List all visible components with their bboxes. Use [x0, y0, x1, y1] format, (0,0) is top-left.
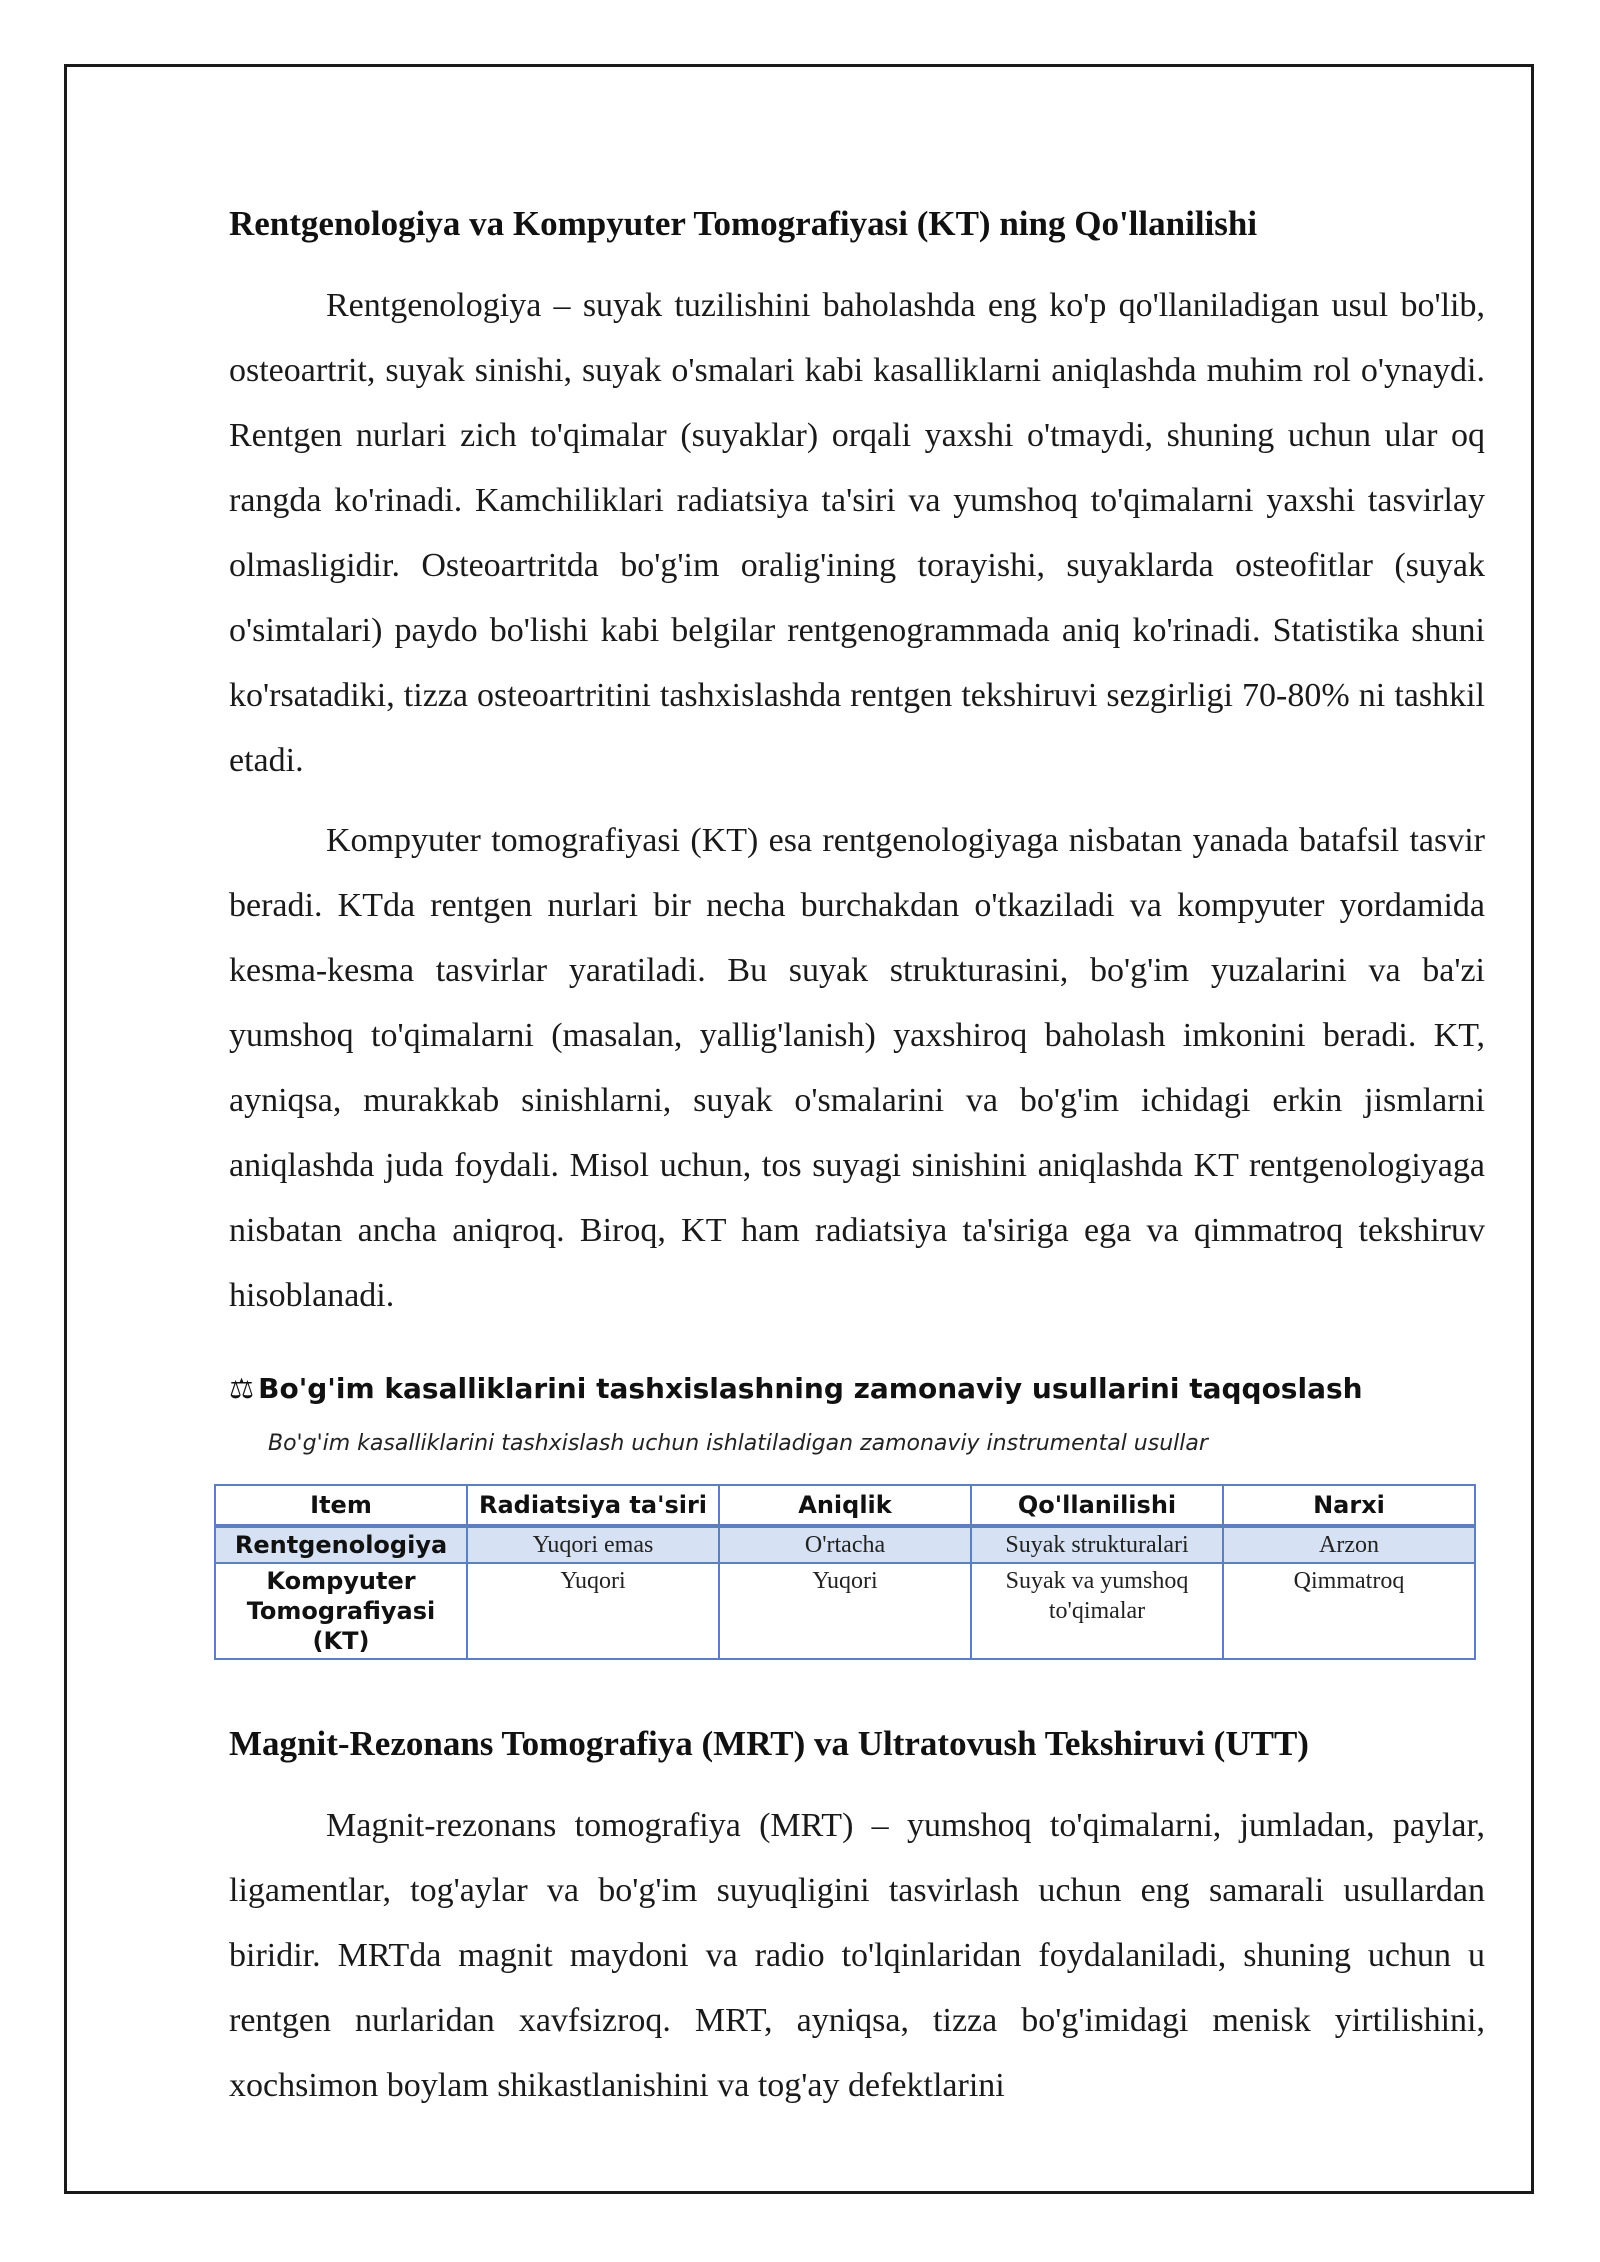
table-header-row	[215, 1485, 1475, 1526]
column-header: Qo'llanilishi	[971, 1485, 1223, 1526]
table-cell: Yuqori	[467, 1563, 719, 1659]
table-cell: Suyak strukturalari	[971, 1526, 1223, 1563]
row-header: Kompyuter Tomografiyasi (KT)	[215, 1563, 467, 1659]
balance-scale-icon: ⚖	[229, 1372, 255, 1405]
table-cell: Arzon	[1223, 1526, 1475, 1563]
paragraph: Magnit-rezonans tomografiya (MRT) – yumshoq to'qimalarni, jumladan, paylar, ligamentlar, tog'aylar va bo'g'im suyuqligini tasvirlash uchun eng samarali usullardan biridir. MRTda magnit maydoni va radio to'lqinlaridan foydalaniladi, shuning uchun u rentgen nurlaridan xavfsizroq. MRT, ayniqsa, tizza bo'g'imidagi menisk yirtilishini, xochsimon boylam shikastlanishini va tog'ay defektlarini	[229, 1807, 1485, 2104]
table-cell: Yuqori emas	[467, 1526, 719, 1563]
table-cell: O'rtacha	[719, 1526, 971, 1563]
column-header: Radiatsiya ta'siri	[467, 1485, 719, 1526]
row-header: Rentgenologiya	[215, 1526, 467, 1563]
column-header: Aniqlik	[719, 1485, 971, 1526]
table-title: Bo'g'im kasalliklarini tashxislashning zamonaviy usullarini taqqoslash	[258, 1372, 1363, 1405]
column-header: Item	[215, 1485, 467, 1526]
table-cell: Yuqori	[719, 1563, 971, 1659]
paragraph: Kompyuter tomografiyasi (KT) esa rentgenologiyaga nisbatan yanada batafsil tasvir beradi. KTda rentgen nurlari bir necha burchakdan o'tkaziladi va kompyuter yordamida kesma-kesma tasvirlar yaratiladi. Bu suyak strukturasini, bo'g'im yuzalarini va ba'zi yumshoq to'qimalarni (masalan, yallig'lanish) yaxshiroq baholash imkonini beradi. KT, ayniqsa, murakkab sinishlarni, suyak o'smalarini va bo'g'im ichidagi erkin jismlarni aniqlashda juda foydali. Misol uchun, tos suyagi sinishini aniqlashda KT rentgenologiyaga nisbatan ancha aniqroq. Biroq, KT ham radiatsiya ta'siriga ega va qimmatroq tekshiruv hisoblanadi.	[229, 822, 1485, 1314]
section-heading: Magnit-Rezonans Tomografiya (MRT) va Ultratovush Tekshiruvi (UTT)	[229, 1724, 1309, 1763]
table-subtitle: Bo'g'im kasalliklarini tashxislash uchun ishlatiladigan zamonaviy instrumental usullar	[268, 1431, 1208, 1456]
table-row	[215, 1526, 1475, 1563]
section-heading: Rentgenologiya va Kompyuter Tomografiyasi (KT) ning Qo'llanilishi	[229, 204, 1258, 243]
column-header: Narxi	[1223, 1485, 1475, 1526]
table-caption	[229, 1372, 1485, 1405]
comparison-table	[214, 1484, 1476, 1660]
table-cell: Qimmatroq	[1223, 1563, 1475, 1659]
table-cell: Suyak va yumshoq to'qimalar	[971, 1563, 1223, 1659]
paragraph: Rentgenologiya – suyak tuzilishini baholashda eng ko'p qo'llaniladigan usul bo'lib, osteoartrit, suyak sinishi, suyak o'smalari kabi kasalliklarni aniqlashda muhim rol o'ynaydi. Rentgen nurlari zich to'qimalar (suyaklar) orqali yaxshi o'tmaydi, shuning uchun ular oq rangda ko'rinadi. Kamchiliklari radiatsiya ta'siri va yumshoq to'qimalarni yaxshi tasvirlay olmasligidir. Osteoartritda bo'g'im oralig'ining torayishi, suyaklarda osteofitlar (suyak o'simtalari) paydo bo'lishi kabi belgilar rentgenogrammada aniq ko'rinadi. Statistika shuni ko'rsatadiki, tizza osteoartritini tashxislashda rentgen tekshiruvi sezgirligi 70-80% ni tashkil etadi.	[229, 287, 1485, 779]
table-row	[215, 1563, 1475, 1659]
